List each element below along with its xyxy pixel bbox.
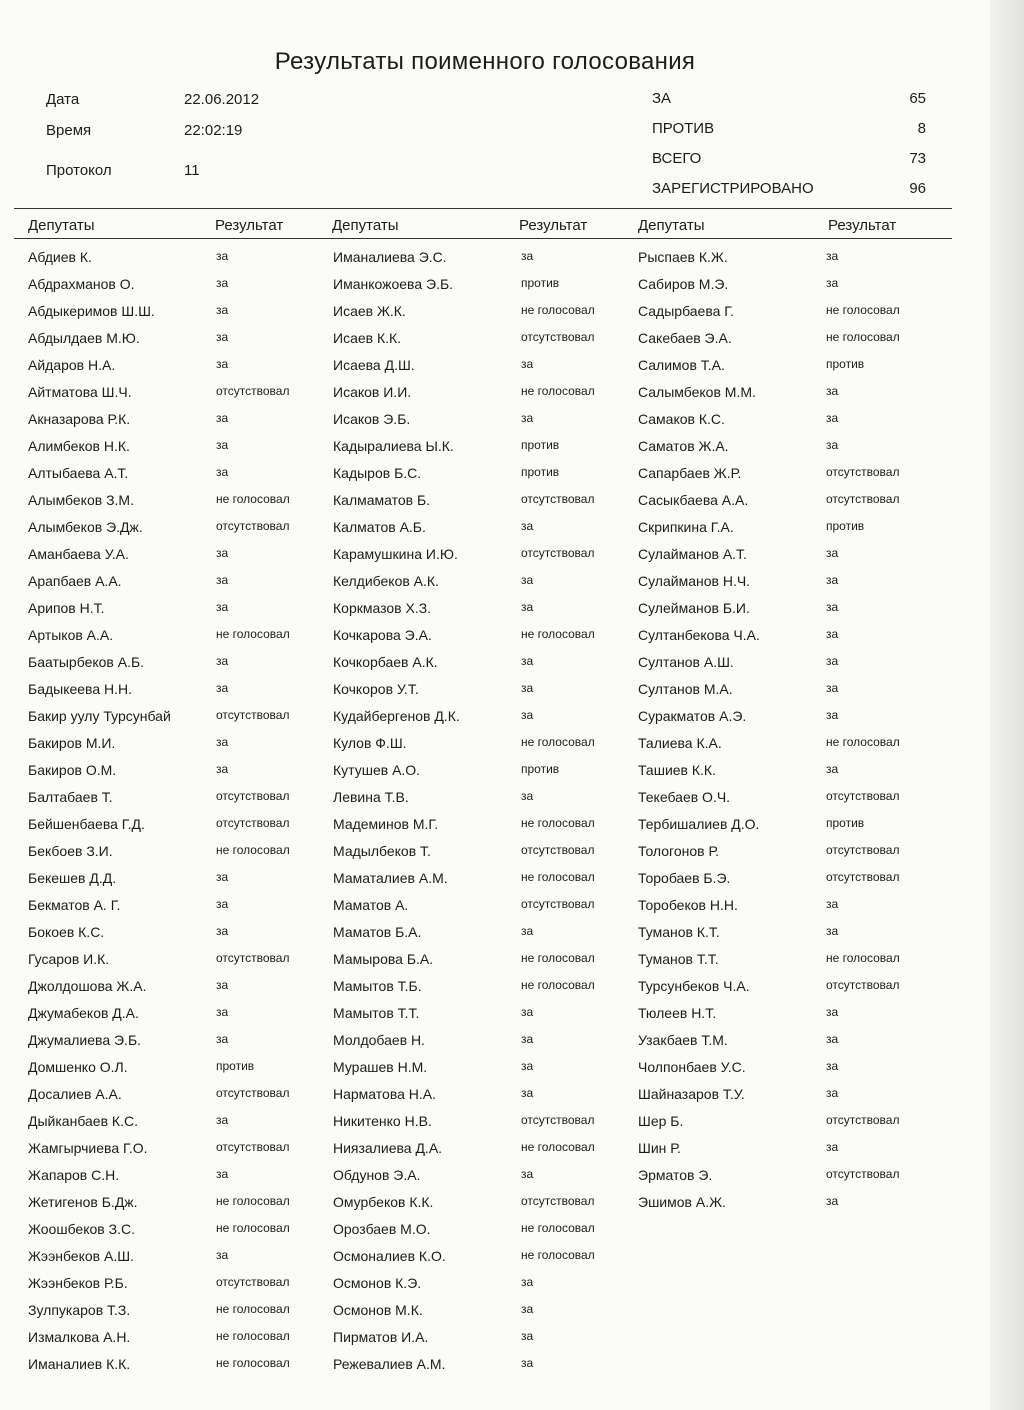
- deputy-name: Алтыбаева А.Т.: [28, 465, 129, 481]
- deputy-name: Тологонов Р.: [638, 843, 720, 859]
- deputy-name: Жээнбеков А.Ш.: [28, 1248, 134, 1264]
- deputy-name: Сасыкбаева А.А.: [638, 492, 749, 508]
- vote-result: отсутствовал: [521, 1194, 595, 1208]
- deputy-name: Эшимов А.Ж.: [638, 1194, 726, 1210]
- deputy-name: Саматов Ж.А.: [638, 438, 729, 454]
- vote-result: против: [826, 357, 865, 371]
- vote-result: за: [216, 546, 229, 560]
- deputy-name: Иманкожоева Э.Б.: [333, 276, 454, 292]
- summary-against-value: 8: [917, 120, 926, 137]
- vote-result: за: [826, 708, 839, 722]
- deputy-name: Скрипкина Г.А.: [638, 519, 734, 535]
- vote-result: за: [521, 600, 534, 614]
- vote-result: за: [521, 1059, 534, 1073]
- vote-result: за: [521, 789, 534, 803]
- header-bottom-rule: [14, 238, 952, 239]
- deputy-name: Ташиев К.К.: [638, 762, 716, 778]
- vote-result: за: [216, 1248, 229, 1262]
- page-edge: [990, 0, 1024, 1410]
- deputy-name: Шер Б.: [638, 1113, 684, 1129]
- vote-result: за: [216, 357, 229, 371]
- vote-result: за: [216, 438, 229, 452]
- vote-result: за: [216, 1113, 229, 1127]
- vote-result: не голосовал: [826, 951, 900, 965]
- deputy-name: Режевалиев А.М.: [333, 1356, 446, 1372]
- deputy-name: Салымбеков М.М.: [638, 384, 756, 400]
- deputy-name: Зулпукаров Т.З.: [28, 1302, 131, 1318]
- deputy-name: Жээнбеков Р.Б.: [28, 1275, 128, 1291]
- deputy-name: Кочкорбаев А.К.: [333, 654, 438, 670]
- deputy-name: Исаков И.И.: [333, 384, 412, 400]
- deputy-name: Пирматов И.А.: [333, 1329, 429, 1345]
- deputy-name: Калмаматов Б.: [333, 492, 431, 508]
- vote-result: против: [216, 1059, 255, 1073]
- deputy-name: Тюлеев Н.Т.: [638, 1005, 717, 1021]
- vote-result: отсутствовал: [521, 843, 595, 857]
- deputy-name: Жапаров С.Н.: [28, 1167, 120, 1183]
- vote-result: за: [826, 546, 839, 560]
- vote-result: за: [216, 978, 229, 992]
- vote-result: отсутствовал: [216, 1275, 290, 1289]
- vote-result: за: [826, 762, 839, 776]
- vote-result: за: [826, 384, 839, 398]
- deputy-name: Жамгырчиева Г.О.: [28, 1140, 148, 1156]
- vote-result: за: [521, 1275, 534, 1289]
- vote-result: за: [216, 1005, 229, 1019]
- vote-result: за: [826, 897, 839, 911]
- deputy-name: Алымбеков Э.Дж.: [28, 519, 143, 535]
- summary-for-label: ЗА: [652, 90, 672, 107]
- deputy-name: Джумалиева Э.Б.: [28, 1032, 142, 1048]
- deputy-name: Мадылбеков Т.: [333, 843, 431, 859]
- header-top-rule: [14, 208, 952, 209]
- vote-result: за: [216, 735, 229, 749]
- vote-result: за: [826, 600, 839, 614]
- deputy-name: Бекбоев З.И.: [28, 843, 113, 859]
- vote-result: не голосовал: [826, 735, 900, 749]
- vote-result: за: [826, 627, 839, 641]
- vote-result: не голосовал: [826, 330, 900, 344]
- vote-result: за: [826, 438, 839, 452]
- meta-time-value: 22:02:19: [184, 122, 243, 139]
- vote-result: не голосовал: [216, 843, 290, 857]
- vote-result: не голосовал: [216, 1194, 290, 1208]
- deputy-name: Келдибеков А.К.: [333, 573, 439, 589]
- deputy-name: Эрматов Э.: [638, 1167, 713, 1183]
- vote-result: отсутствовал: [216, 816, 290, 830]
- summary-total-label: ВСЕГО: [652, 150, 702, 167]
- deputy-name: Талиева К.А.: [638, 735, 722, 751]
- vote-result: за: [216, 681, 229, 695]
- summary-registered-label: ЗАРЕГИСТРИРОВАНО: [652, 180, 814, 197]
- vote-result: отсутствовал: [521, 546, 595, 560]
- deputy-name: Чолпонбаев У.С.: [638, 1059, 746, 1075]
- col3-result-header: Результат: [828, 217, 897, 234]
- vote-result: против: [826, 816, 865, 830]
- deputy-name: Досалиев А.А.: [28, 1086, 122, 1102]
- vote-result: за: [216, 276, 229, 290]
- deputy-name: Домшенко О.Л.: [28, 1059, 128, 1075]
- deputy-name: Султанов М.А.: [638, 681, 733, 697]
- vote-result: отсутствовал: [826, 978, 900, 992]
- deputy-name: Бакиров О.М.: [28, 762, 117, 778]
- vote-result: отсутствовал: [216, 1086, 290, 1100]
- deputy-name: Исаев К.К.: [333, 330, 402, 346]
- vote-result: отсутствовал: [826, 492, 900, 506]
- vote-result: не голосовал: [216, 1329, 290, 1343]
- deputy-name: Бейшенбаева Г.Д.: [28, 816, 145, 832]
- deputy-name: Осмонов М.К.: [333, 1302, 423, 1318]
- vote-result: отсутствовал: [826, 789, 900, 803]
- vote-result: за: [826, 276, 839, 290]
- vote-result: за: [826, 573, 839, 587]
- deputy-name: Маматов Б.А.: [333, 924, 422, 940]
- vote-result: за: [826, 1140, 839, 1154]
- vote-result: за: [826, 1059, 839, 1073]
- vote-result: за: [521, 1086, 534, 1100]
- deputy-name: Сапарбаев Ж.Р.: [638, 465, 742, 481]
- summary-for-value: 65: [909, 90, 926, 107]
- vote-result: отсутствовал: [826, 870, 900, 884]
- summary-registered-value: 96: [909, 180, 926, 197]
- deputy-name: Бекешев Д.Д.: [28, 870, 117, 886]
- vote-result: отсутствовал: [216, 1140, 290, 1154]
- meta-protocol-value: 11: [184, 162, 200, 179]
- vote-result: отсутствовал: [826, 1167, 900, 1181]
- vote-result: за: [216, 465, 229, 479]
- deputy-name: Сулайманов Н.Ч.: [638, 573, 751, 589]
- deputy-name: Джумабеков Д.А.: [28, 1005, 139, 1021]
- deputy-name: Коркмазов Х.З.: [333, 600, 432, 616]
- vote-result: за: [216, 411, 229, 425]
- deputy-name: Садырбаева Г.: [638, 303, 735, 319]
- deputy-name: Абдыкеримов Ш.Ш.: [28, 303, 155, 319]
- vote-result: за: [826, 1032, 839, 1046]
- vote-result: за: [521, 249, 534, 263]
- deputy-name: Левина Т.В.: [333, 789, 409, 805]
- vote-result: за: [826, 1005, 839, 1019]
- vote-result: за: [521, 1356, 534, 1370]
- deputy-name: Арипов Н.Т.: [28, 600, 105, 616]
- deputy-name: Шин Р.: [638, 1140, 681, 1156]
- vote-result: не голосовал: [521, 1140, 595, 1154]
- vote-result: отсутствовал: [826, 1113, 900, 1127]
- vote-result: за: [521, 708, 534, 722]
- vote-result: против: [521, 438, 560, 452]
- deputy-name: Исаев Ж.К.: [333, 303, 406, 319]
- deputy-name: Иманалиев К.К.: [28, 1356, 131, 1372]
- vote-result: за: [826, 924, 839, 938]
- vote-result: за: [216, 897, 229, 911]
- deputy-name: Исаков Э.Б.: [333, 411, 411, 427]
- vote-result: за: [521, 1302, 534, 1316]
- vote-result: за: [826, 654, 839, 668]
- vote-result: за: [216, 600, 229, 614]
- deputy-name: Баатырбеков А.Б.: [28, 654, 145, 670]
- deputy-name: Мамытов Т.Б.: [333, 978, 422, 994]
- vote-result: за: [216, 870, 229, 884]
- page-title: Результаты поименного голосования: [274, 48, 696, 75]
- col1-result-header: Результат: [215, 217, 284, 234]
- deputy-name: Акназарова Р.К.: [28, 411, 131, 427]
- vote-result: за: [521, 1032, 534, 1046]
- vote-result: за: [826, 1194, 839, 1208]
- vote-result: не голосовал: [216, 1302, 290, 1316]
- vote-result: отсутствовал: [521, 897, 595, 911]
- deputy-name: Нарматова Н.А.: [333, 1086, 437, 1102]
- vote-result: не голосовал: [216, 627, 290, 641]
- deputy-name: Измалкова А.Н.: [28, 1329, 131, 1345]
- deputy-name: Мамырова Б.А.: [333, 951, 434, 967]
- vote-result: не голосовал: [521, 384, 595, 398]
- vote-result: отсутствовал: [216, 708, 290, 722]
- col3-deputies-header: Депутаты: [638, 217, 705, 234]
- deputy-name: Исаева Д.Ш.: [333, 357, 415, 373]
- deputy-name: Дыйканбаев К.С.: [28, 1113, 138, 1129]
- vote-result: не голосовал: [521, 951, 595, 965]
- meta-time-label: Время: [46, 122, 92, 139]
- vote-result: не голосовал: [521, 978, 595, 992]
- vote-result: за: [216, 654, 229, 668]
- vote-result: за: [216, 330, 229, 344]
- deputy-name: Бадыкеева Н.Н.: [28, 681, 133, 697]
- deputy-name: Самаков К.С.: [638, 411, 725, 427]
- deputy-name: Молдобаев Н.: [333, 1032, 426, 1048]
- deputy-name: Рыспаев К.Ж.: [638, 249, 728, 265]
- deputy-name: Абдрахманов О.: [28, 276, 135, 292]
- deputy-name: Аманбаева У.А.: [28, 546, 129, 562]
- deputy-name: Шайназаров Т.У.: [638, 1086, 745, 1102]
- vote-result: за: [216, 762, 229, 776]
- col1-deputies-header: Депутаты: [28, 217, 95, 234]
- deputy-name: Торобеков Н.Н.: [638, 897, 738, 913]
- deputy-name: Калматов А.Б.: [333, 519, 426, 535]
- deputy-name: Сулейманов Б.И.: [638, 600, 750, 616]
- vote-result: за: [521, 654, 534, 668]
- deputy-name: Алымбеков З.М.: [28, 492, 134, 508]
- vote-result: за: [216, 303, 229, 317]
- col2-deputies-header: Депутаты: [332, 217, 399, 234]
- vote-result: за: [216, 573, 229, 587]
- deputy-name: Айтматова Ш.Ч.: [28, 384, 132, 400]
- vote-result: не голосовал: [521, 735, 595, 749]
- deputy-name: Торобаев Б.Э.: [638, 870, 731, 886]
- deputy-name: Бокоев К.С.: [28, 924, 105, 940]
- vote-result: за: [826, 249, 839, 263]
- vote-result: не голосовал: [521, 1248, 595, 1262]
- vote-result: отсутствовал: [826, 843, 900, 857]
- deputy-name: Сакебаев Э.А.: [638, 330, 732, 346]
- vote-result: против: [521, 465, 560, 479]
- meta-date-value: 22.06.2012: [184, 91, 260, 108]
- deputy-name: Орозбаев М.О.: [333, 1221, 431, 1237]
- vote-result: против: [521, 276, 560, 290]
- deputy-name: Ниязалиева Д.А.: [333, 1140, 443, 1156]
- vote-result: за: [521, 411, 534, 425]
- vote-result: против: [521, 762, 560, 776]
- deputy-name: Маматалиев А.М.: [333, 870, 448, 886]
- deputy-name: Арапбаев А.А.: [28, 573, 122, 589]
- summary-against-label: ПРОТИВ: [652, 120, 715, 137]
- deputy-name: Мадеминов М.Г.: [333, 816, 439, 832]
- deputy-name: Сабиров М.Э.: [638, 276, 729, 292]
- deputy-name: Гусаров И.К.: [28, 951, 110, 967]
- vote-result: за: [216, 249, 229, 263]
- vote-result: за: [521, 1005, 534, 1019]
- deputy-name: Туманов К.Т.: [638, 924, 720, 940]
- vote-result: не голосовал: [521, 870, 595, 884]
- deputy-name: Омурбеков К.К.: [333, 1194, 434, 1210]
- vote-result: отсутствовал: [521, 492, 595, 506]
- deputy-name: Джолдошова Ж.А.: [28, 978, 147, 994]
- vote-result: за: [521, 1167, 534, 1181]
- vote-result: отсутствовал: [216, 951, 290, 965]
- deputy-name: Жетигенов Б.Дж.: [28, 1194, 138, 1210]
- deputy-name: Осмонов К.Э.: [333, 1275, 422, 1291]
- vote-result: отсутствовал: [216, 789, 290, 803]
- vote-result: за: [216, 1167, 229, 1181]
- deputy-name: Суракматов А.Э.: [638, 708, 747, 724]
- vote-result: отсутствовал: [521, 330, 595, 344]
- deputy-name: Кочкоров У.Т.: [333, 681, 419, 697]
- deputy-name: Турсунбеков Ч.А.: [638, 978, 750, 994]
- deputy-name: Кулов Ф.Ш.: [333, 735, 407, 751]
- deputy-name: Абдылдаев М.Ю.: [28, 330, 140, 346]
- vote-result: за: [216, 924, 229, 938]
- deputy-name: Кадыралиева Ы.К.: [333, 438, 454, 454]
- deputy-name: Балтабаев Т.: [28, 789, 113, 805]
- deputy-name: Абдиев К.: [28, 249, 92, 265]
- vote-result: за: [521, 924, 534, 938]
- vote-result: не голосовал: [521, 627, 595, 641]
- vote-result: за: [216, 1032, 229, 1046]
- deputy-name: Салимов Т.А.: [638, 357, 725, 373]
- deputy-name: Султанбекова Ч.А.: [638, 627, 760, 643]
- deputy-name: Иманалиева Э.С.: [333, 249, 447, 265]
- meta-date-label: Дата: [46, 91, 80, 108]
- deputy-name: Султанов А.Ш.: [638, 654, 734, 670]
- summary-total-value: 73: [909, 150, 926, 167]
- deputy-name: Кадыров Б.С.: [333, 465, 422, 481]
- deputy-name: Маматов А.: [333, 897, 409, 913]
- deputy-name: Осмоналиев К.О.: [333, 1248, 446, 1264]
- col2-result-header: Результат: [519, 217, 588, 234]
- deputy-name: Никитенко Н.В.: [333, 1113, 432, 1129]
- vote-result: не голосовал: [521, 1221, 595, 1235]
- vote-result: не голосовал: [216, 1221, 290, 1235]
- deputy-name: Жоошбеков З.С.: [28, 1221, 135, 1237]
- vote-result: не голосовал: [826, 303, 900, 317]
- deputy-name: Бекматов А. Г.: [28, 897, 121, 913]
- deputy-name: Алимбеков Н.К.: [28, 438, 130, 454]
- deputy-name: Бакир уулу Турсунбай: [28, 708, 171, 724]
- vote-result: не голосовал: [216, 492, 290, 506]
- vote-result: не голосовал: [216, 1356, 290, 1370]
- vote-result: отсутствовал: [216, 384, 290, 398]
- deputy-name: Мамытов Т.Т.: [333, 1005, 420, 1021]
- deputy-name: Кочкарова Э.А.: [333, 627, 432, 643]
- vote-result: отсутствовал: [826, 465, 900, 479]
- deputy-name: Кутушев А.О.: [333, 762, 421, 778]
- vote-result: за: [521, 357, 534, 371]
- vote-result: за: [521, 681, 534, 695]
- vote-result: не голосовал: [521, 816, 595, 830]
- vote-result: за: [521, 573, 534, 587]
- deputy-name: Текебаев О.Ч.: [638, 789, 731, 805]
- deputy-name: Карамушкина И.Ю.: [333, 546, 458, 562]
- vote-result: за: [521, 519, 534, 533]
- vote-result: отсутствовал: [521, 1113, 595, 1127]
- deputy-name: Узакбаев Т.М.: [638, 1032, 728, 1048]
- deputy-name: Обдунов Э.А.: [333, 1167, 421, 1183]
- deputy-name: Бакиров М.И.: [28, 735, 116, 751]
- deputy-name: Мурашев Н.М.: [333, 1059, 428, 1075]
- deputy-name: Артыков А.А.: [28, 627, 114, 643]
- deputy-name: Туманов Т.Т.: [638, 951, 719, 967]
- vote-result: за: [826, 411, 839, 425]
- vote-result: за: [521, 1329, 534, 1343]
- meta-protocol-label: Протокол: [46, 162, 112, 179]
- deputy-name: Айдаров Н.А.: [28, 357, 116, 373]
- vote-result: за: [826, 681, 839, 695]
- vote-result: отсутствовал: [216, 519, 290, 533]
- deputy-name: Сулайманов А.Т.: [638, 546, 747, 562]
- vote-result: не голосовал: [521, 303, 595, 317]
- deputy-name: Кудайбергенов Д.К.: [333, 708, 460, 724]
- vote-result: против: [826, 519, 865, 533]
- deputy-name: Тербишалиев Д.О.: [638, 816, 760, 832]
- vote-result: за: [826, 1086, 839, 1100]
